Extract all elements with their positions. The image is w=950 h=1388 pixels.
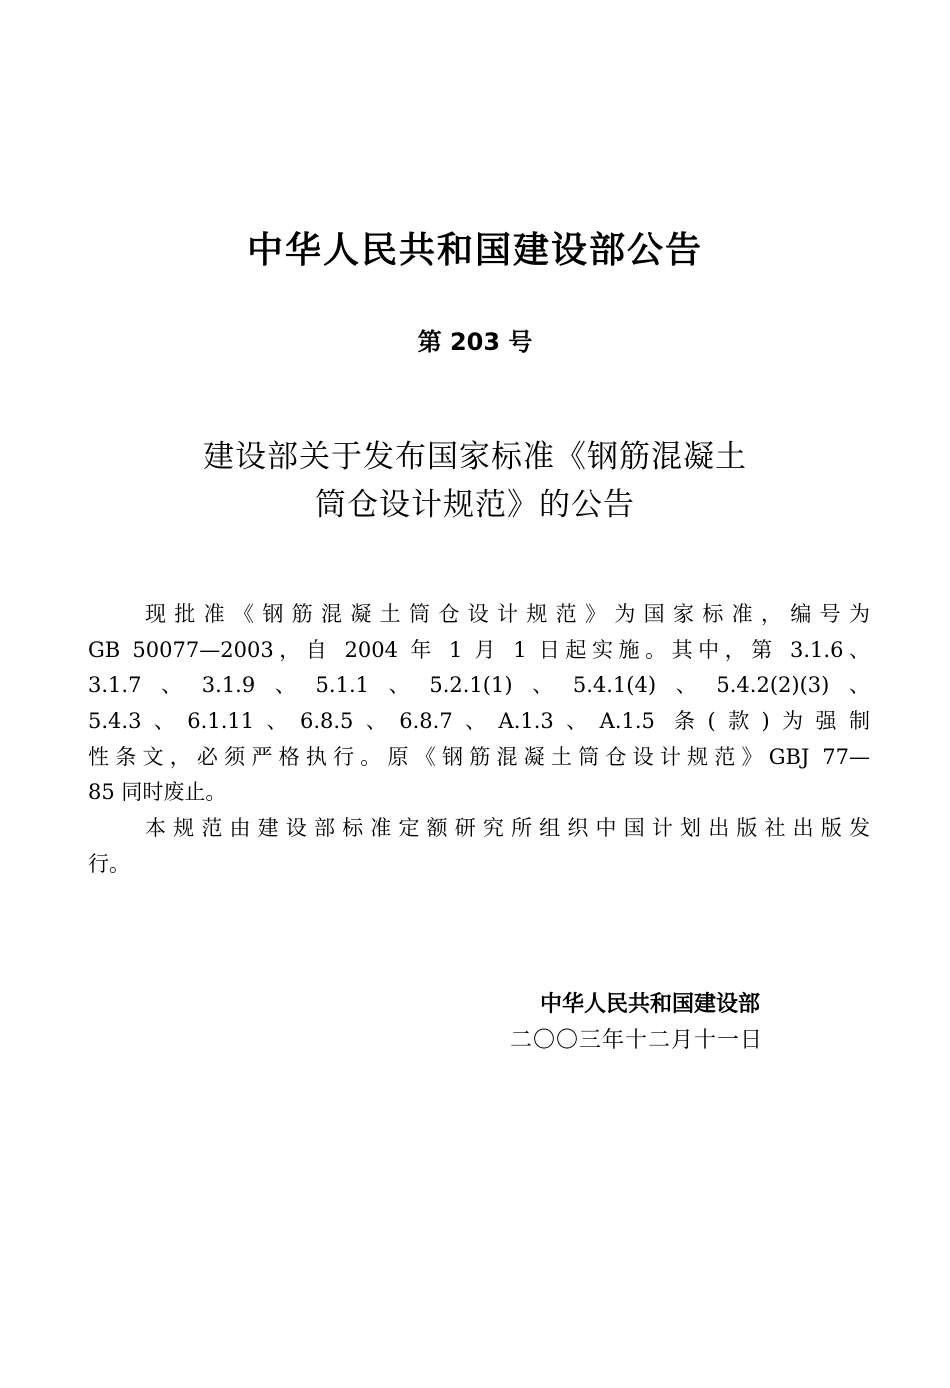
- announcement-body: [88, 597, 870, 883]
- body-line: 性条文，必须严格执行。原《钢筋混凝土筒仓设计规范》GBJ 77—: [88, 744, 870, 769]
- announcement-title: 中华人民共和国建设部公告: [246, 230, 703, 271]
- paragraph-2: [88, 811, 870, 882]
- subject-line-2: 筒仓设计规范》的公告: [315, 487, 635, 523]
- announcement-subject: [0, 433, 950, 529]
- subject-line-1: 建设部关于发布国家标准《钢筋混凝土: [203, 439, 747, 475]
- signature-block: [510, 987, 820, 1059]
- body-line: 5.4.3、6.1.11、6.8.5、6.8.7、A.1.3、A.1.5 条(款)为强制: [88, 709, 870, 734]
- issuing-organization: 中华人民共和国建设部: [540, 992, 761, 1017]
- body-line: 本规范由建设部标准定额研究所组织中国计划出版社出版发: [145, 816, 870, 841]
- body-line: 行。: [88, 851, 130, 876]
- body-line: 现批准《钢筋混凝土筒仓设计规范》为国家标准，编号为: [145, 602, 870, 626]
- paragraph-1: [88, 597, 870, 811]
- body-line: 3.1.7、3.1.9、5.1.1、5.2.1(1)、5.4.1(4)、5.4.2(2)(3)、: [88, 673, 870, 698]
- body-line: GB 50077—2003，自 2004 年 1 月 1 日起实施。其中，第 3.1.6、: [88, 637, 870, 662]
- body-line: 85 同时废止。: [88, 780, 227, 805]
- issue-date: 二〇〇三年十二月十一日: [510, 1028, 764, 1053]
- announcement-number: 第 203 号: [417, 328, 533, 356]
